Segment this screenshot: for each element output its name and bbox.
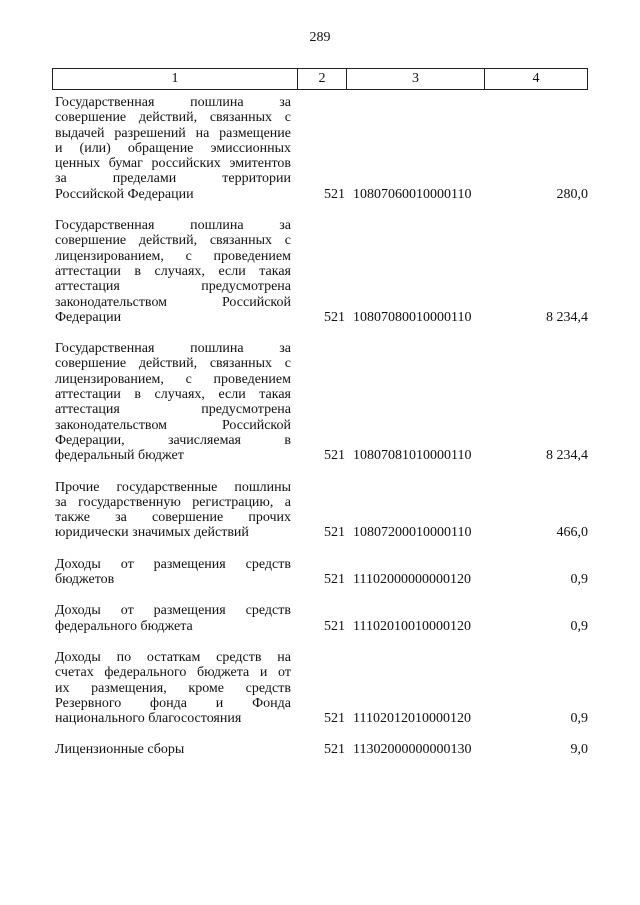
table-header bbox=[52, 68, 588, 90]
description-line: федеральный бюджет bbox=[55, 448, 184, 464]
page-number: 289 bbox=[309, 30, 331, 45]
row-description bbox=[55, 480, 291, 541]
budget-code: 10807080010000110 bbox=[353, 309, 472, 325]
table-row bbox=[55, 557, 588, 588]
row-description bbox=[55, 341, 291, 463]
budget-code: 10807081010000110 bbox=[353, 448, 472, 464]
table-row bbox=[55, 742, 588, 757]
admin-code: 521 bbox=[324, 186, 345, 202]
table-row bbox=[55, 218, 588, 325]
amount: 8 234,4 bbox=[546, 309, 588, 325]
description-line: Лицензионные сборы bbox=[55, 742, 185, 758]
description-line: совершение действий, связанных с bbox=[55, 110, 291, 126]
description-line: федерального бюджета bbox=[55, 618, 193, 634]
row-description bbox=[55, 650, 291, 726]
description-line: Государственная пошлина за bbox=[55, 341, 291, 357]
table-row bbox=[55, 95, 588, 202]
amount: 0,9 bbox=[570, 572, 588, 588]
budget-code: 10807060010000110 bbox=[353, 186, 472, 202]
row-description bbox=[55, 218, 291, 325]
description-line: Государственная пошлина за bbox=[55, 95, 291, 110]
budget-code: 11102012010000120 bbox=[353, 711, 471, 727]
admin-code: 521 bbox=[324, 572, 345, 588]
row-description bbox=[55, 603, 291, 634]
description-line: счетах федерального бюджета и от bbox=[55, 665, 291, 681]
header-col-4: 4 bbox=[532, 71, 540, 86]
description-line: Доходы от размещения средств bbox=[55, 556, 291, 572]
description-line: аттестация предусмотрена bbox=[55, 402, 291, 418]
description-line: за пределами территории bbox=[55, 171, 291, 187]
budget-code: 11102010010000120 bbox=[353, 618, 471, 634]
header-col-1: 1 bbox=[53, 69, 298, 89]
table-row bbox=[55, 603, 588, 634]
description-line: законодательством Российской bbox=[55, 294, 291, 310]
admin-code: 521 bbox=[324, 711, 345, 727]
amount: 8 234,4 bbox=[546, 448, 588, 464]
row-description bbox=[55, 557, 291, 588]
budget-code: 11302000000000130 bbox=[353, 742, 472, 758]
description-line: Резервного фонда и Фонда bbox=[55, 695, 291, 711]
description-line: аттестации в случаях, если такая bbox=[55, 263, 291, 279]
amount: 280,0 bbox=[556, 186, 588, 202]
admin-code: 521 bbox=[324, 742, 345, 758]
admin-code: 521 bbox=[324, 309, 345, 325]
row-description bbox=[55, 95, 291, 202]
amount: 0,9 bbox=[570, 618, 588, 634]
description-line: Федерации bbox=[55, 309, 122, 325]
description-line: и (или) обращение эмиссионных bbox=[55, 140, 291, 156]
description-line: лицензированием, с проведением bbox=[55, 371, 291, 387]
description-line: Доходы от размещения средств bbox=[55, 603, 291, 619]
amount: 9,0 bbox=[570, 742, 588, 758]
table-row bbox=[55, 341, 588, 463]
header-col-2: 2 bbox=[298, 69, 347, 89]
description-line: их размещения, кроме средств bbox=[55, 680, 291, 696]
description-line: ценных бумаг российских эмитентов bbox=[55, 156, 291, 172]
description-line: за государственную регистрацию, а bbox=[55, 494, 291, 510]
description-line: лицензированием, с проведением bbox=[55, 248, 291, 264]
description-line: выдачей разрешений на размещение bbox=[55, 125, 291, 141]
amount: 0,9 bbox=[570, 711, 588, 727]
header-col-3: 3 bbox=[347, 69, 485, 89]
table-row bbox=[55, 480, 588, 541]
description-line: Прочие государственные пошлины bbox=[55, 479, 291, 495]
admin-code: 521 bbox=[324, 448, 345, 464]
description-line: совершение действий, связанных с bbox=[55, 356, 291, 372]
description-line: Государственная пошлина за bbox=[55, 218, 291, 234]
budget-code: 10807200010000110 bbox=[353, 525, 472, 541]
description-line: законодательством Российской bbox=[55, 417, 291, 433]
description-line: бюджетов bbox=[55, 572, 115, 588]
description-line: Федерации, зачисляемая в bbox=[55, 432, 291, 448]
amount: 466,0 bbox=[556, 525, 588, 541]
table-row bbox=[55, 650, 588, 726]
description-line: совершение действий, связанных с bbox=[55, 233, 291, 249]
admin-code: 521 bbox=[324, 525, 345, 541]
description-line: Российской Федерации bbox=[55, 186, 194, 202]
description-line: также за совершение прочих bbox=[55, 510, 291, 526]
description-line: аттестации в случаях, если такая bbox=[55, 387, 291, 403]
description-line: аттестация предусмотрена bbox=[55, 279, 291, 295]
budget-code: 11102000000000120 bbox=[353, 572, 471, 588]
admin-code: 521 bbox=[324, 618, 345, 634]
description-line: юридически значимых действий bbox=[55, 525, 249, 541]
description-line: национального благосостояния bbox=[55, 711, 242, 727]
row-description bbox=[55, 742, 291, 757]
table-body bbox=[55, 95, 588, 758]
description-line: Доходы по остаткам средств на bbox=[55, 649, 291, 665]
